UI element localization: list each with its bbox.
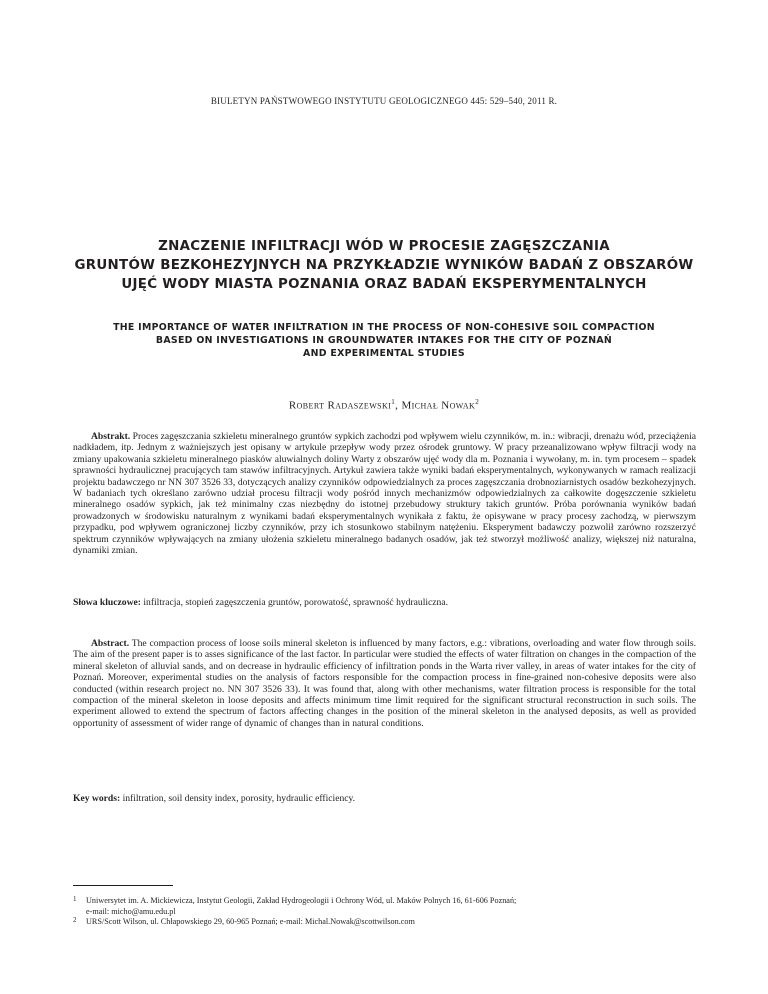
footnote-line: e-mail: micho@amu.edu.pl: [86, 906, 176, 916]
title-polish-line: UJĘĆ WODY MIASTA POZNANIA ORAZ BADAŃ EKSPERYMENTALNYCH: [121, 277, 647, 292]
title-english: [60, 321, 708, 360]
author-name: Michał Nowak: [401, 399, 476, 412]
abstract-polish-text: Proces zagęszczania szkieletu mineralnego gruntów sypkich zachodzi pod wpływem wielu czynników, m. in.: wibracji, drenażu wód, przeciążenia nadkładem, itp. Jednym z ważniejszych jest opisany w artykule przepływ wody przez ośrodek gruntowy. W pracy przeanalizowano wpływ filtracji wody na zmiany upakowania szkieletu mineralnego piasków aluwialnych doliny Warty z obszarów ujęć wody dla m. Poznania i wywołany, m. in. tym procesem – spadek sprawności hydraulicznej pracujących tam stawów infiltracyjnych. Artykuł zawiera także wyniki badań eksperymentalnych, wykonywanych w ramach realizacji projektu badawczego nr NN 307 3526 33, dotyczących analizy czynników odpowiedzialnych za proces zagęszczania drobnoziarnistych osadów bezkohezyjnych. W badaniach tych określano zarówno udział procesu filtracji wody pośród innych mechanizmów odpowiedzialnych za całkowite dogęszczenie szkieletu mineralnego osadów sypkich, jak też minimalny czas niezbędny do istotnej przebudowy struktury takich gruntów. Próba porównania wyników badań prowadzonych w środowisku naturalnym z wynikami badań eksperymentalnych wynikała z faktu, że opisywane w pracy procesy zachodzą, w pierwszym przypadku, pod wpływem ograniczonej liczby czynników, przy ich stosunkowo stabilnym natężeniu. Eksperyment badawczy pozwolił zarówno rozszerzyć spektrum czynników wpływających na zmiany ułożenia szkieletu mineralnego badanych osadów, jak też stworzył możliwość analizy, większej niż naturalna, dynamiki zmian.: [73, 431, 696, 557]
title-english-line: BASED ON INVESTIGATIONS IN GROUNDWATER INTAKES FOR THE CITY OF POZNAŃ: [155, 335, 613, 346]
abstract-english-text: The compaction process of loose soils mineral skeleton is influenced by many factors, e.g.: vibrations, overloading and water flow through soils. The aim of the present paper is to asses significance of the last factor. In particular were studied the effects of water filtration on changes in the compaction of the mineral skeleton of alluvial sands, and on decrease in hydraulic efficiency of infiltration ponds in the Warta river valley, in areas of water intakes for the city of Poznań. Moreover, experimental studies on the analysis of factors responsible for the compaction process in fine-grained non-cohesive deposits were also conducted (within research project no. NN 307 3526 33). It was found that, along with other mechanisms, water filtration process is responsible for the total compaction of the mineral skeleton in loose deposits and affects minimum time limit required for the significant structural reconstruction in such soils. The experiment allowed to extend the spectrum of factors affecting changes in the position of the mineral skeleton in the analysed deposits, as well as provided opportunity of assessment of wider range of dynamic of changes than in natural conditions.: [73, 638, 696, 729]
abstract-english: [73, 638, 696, 729]
footnote-mark: 2: [73, 916, 77, 924]
keywords-english-text: infiltration, soil density index, porosity, hydraulic efficiency.: [120, 793, 356, 804]
abstract-polish: [73, 431, 696, 556]
footnote-divider: [73, 885, 173, 886]
footnote-mark: 1: [73, 895, 77, 903]
footnote: [73, 917, 696, 928]
keywords-english-lead: Key words:: [73, 793, 121, 804]
journal-header: BIULETYN PAŃSTWOWEGO INSTYTUTU GEOLOGICZNEGO 445: 529–540, 2011 R.: [210, 96, 558, 106]
title-english-line: THE IMPORTANCE OF WATER INFILTRATION IN THE PROCESS OF NON-COHESIVE SOIL COMPACTION: [113, 322, 655, 333]
title-polish-line: ZNACZENIE INFILTRACJI WÓD W PROCESIE ZAGĘSZCZANIA: [158, 239, 610, 254]
footnotes: [73, 896, 696, 928]
keywords-polish: [73, 597, 696, 608]
footnote: [73, 896, 696, 917]
abstract-english-lead: Abstract.: [91, 638, 130, 649]
footnote-line: Uniwersytet im. A. Mickiewicza, Instytut Geologii, Zakład Hydrogeologii i Ochrony Wód, ul. Maków Polnych 16, 61-606 Poznań;: [86, 896, 517, 905]
title-english-line: AND EXPERIMENTAL STUDIES: [303, 348, 465, 359]
affiliation-mark: 1: [391, 398, 396, 406]
author-name: Robert Radaszewski: [288, 399, 392, 412]
title-polish: [60, 237, 708, 294]
title-polish-line: GRUNTÓW BEZKOHEZYJNYCH NA PRZYKŁADZIE WYNIKÓW BADAŃ Z OBSZARÓW: [74, 258, 694, 273]
author-separator: ,: [395, 399, 402, 412]
abstract-polish-lead: Abstrakt.: [91, 431, 131, 442]
affiliation-mark: 2: [475, 398, 480, 406]
footnote-line: URS/Scott Wilson, ul. Chłapowskiego 29, 60-965 Poznań; e-mail: Michal.Nowak@scottwilson.com: [86, 917, 415, 926]
authors: [0, 398, 768, 412]
keywords-polish-text: infiltracja, stopień zagęszczenia gruntów, porowatość, sprawność hydrauliczna.: [140, 597, 449, 608]
keywords-english: [73, 793, 696, 804]
keywords-polish-lead: Słowa kluczowe:: [73, 597, 141, 608]
